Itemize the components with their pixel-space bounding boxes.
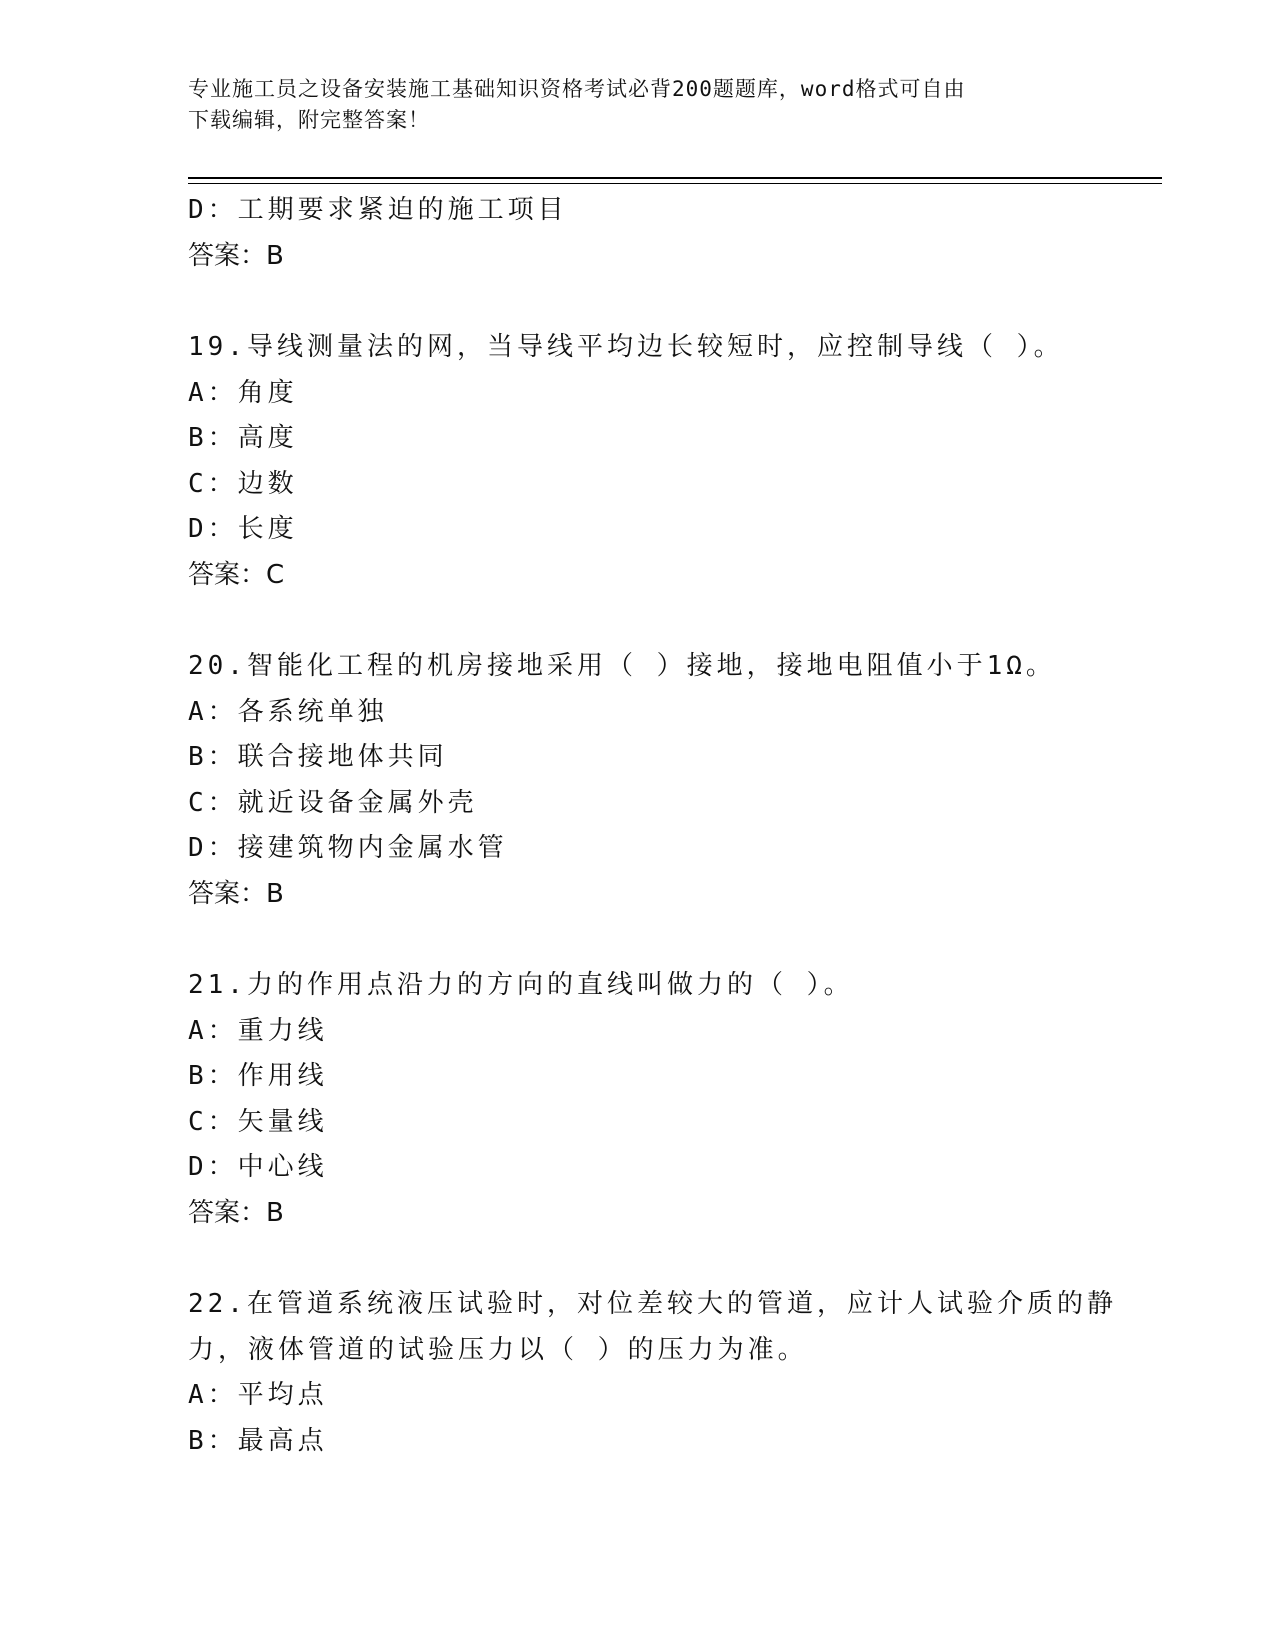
- answer-line: 答案：B: [188, 878, 284, 909]
- question-19: [188, 325, 1088, 598]
- document-header: [188, 74, 1088, 136]
- option-a: A：平均点: [188, 1380, 328, 1410]
- option-d: D：长度: [188, 514, 298, 544]
- answer-line: 答案：C: [188, 559, 285, 590]
- option-a: A：角度: [188, 377, 298, 408]
- header-divider-thin: [188, 183, 1162, 184]
- option-b: B：联合接地体共同: [188, 742, 448, 772]
- option-c: C：矢量线: [188, 1106, 328, 1137]
- question-21: [188, 963, 1088, 1236]
- answer-line: 答案：B: [188, 1197, 284, 1228]
- option-c: C：边数: [188, 468, 298, 499]
- option-c: C：就近设备金属外壳: [188, 787, 478, 818]
- option-d: D：接建筑物内金属水管: [188, 833, 508, 863]
- option-a: A：各系统单独: [188, 696, 388, 727]
- question-text-line-2: 力，液体管道的试验压力以（ ）的压力为准。: [188, 1334, 808, 1365]
- question-text: 20.智能化工程的机房接地采用（ ）接地，接地电阻值小于1Ω。: [188, 651, 1056, 681]
- answer-line: 答案：B: [188, 240, 284, 271]
- header-line-1: 专业施工员之设备安装施工基础知识资格考试必背200题题库，word格式可自由: [188, 77, 966, 101]
- question-text-line-1: 22.在管道系统液压试验时，对位差较大的管道，应计人试验介质的静: [188, 1289, 1117, 1319]
- question-text: 19.导线测量法的网，当导线平均边长较短时，应控制导线（ ）。: [188, 332, 1064, 362]
- header-divider-thick: [188, 177, 1162, 179]
- option-b: B：高度: [188, 423, 298, 453]
- option-b: B：最高点: [188, 1425, 328, 1456]
- option-b: B：作用线: [188, 1061, 328, 1091]
- question-text: 21.力的作用点沿力的方向的直线叫做力的（ ）。: [188, 970, 854, 1000]
- header-line-2: 下载编辑，附完整答案！: [188, 108, 430, 132]
- question-20: [188, 644, 1088, 917]
- option-a: A：重力线: [188, 1015, 328, 1046]
- option-d: D：工期要求紧迫的施工项目: [188, 195, 568, 225]
- option-d: D：中心线: [188, 1152, 328, 1182]
- question-22: [188, 1282, 1117, 1464]
- question-list: [188, 188, 1117, 1464]
